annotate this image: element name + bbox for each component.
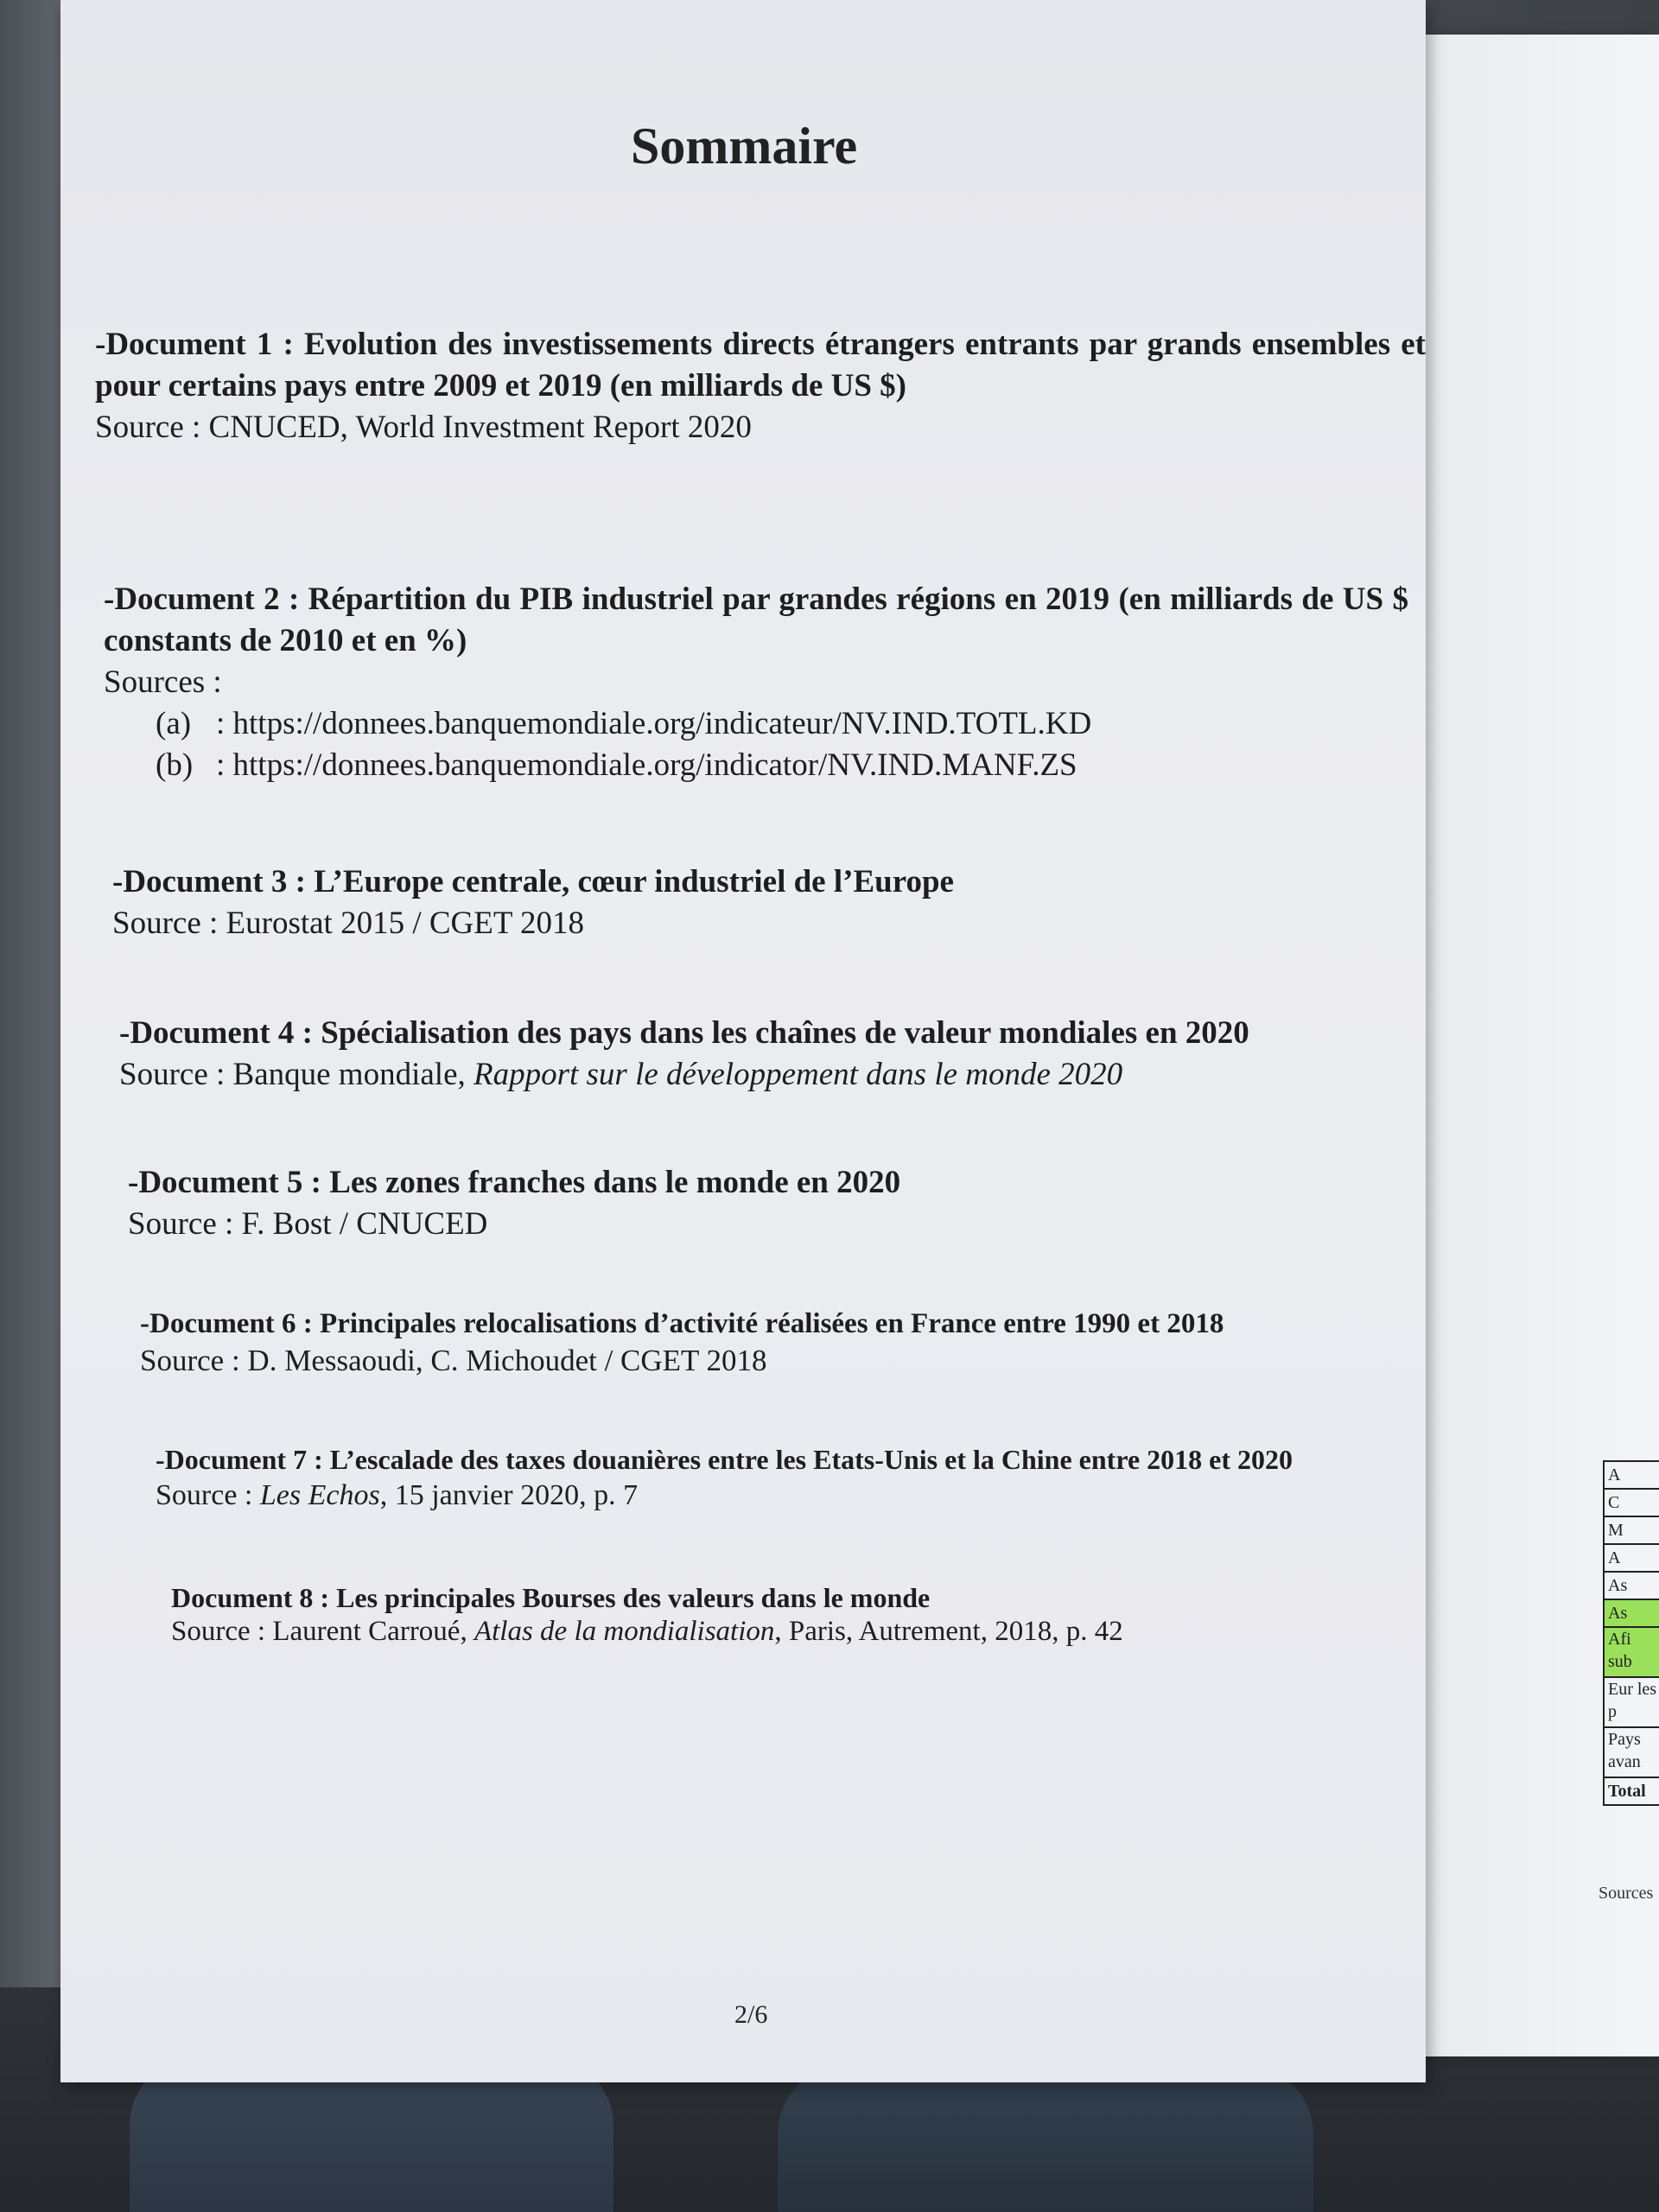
source-item: (a) : https://donnees.banquemondiale.org/indicateur/NV.IND.TOTL.KD bbox=[156, 706, 1092, 741]
side-table-row: As bbox=[1603, 1600, 1659, 1628]
document-heading: -Document 7 : L’escalade des taxes douanières entre les Etats-Unis et la Chine entre 2018 et 2020 bbox=[156, 1444, 1294, 1475]
side-table-row: A bbox=[1603, 1545, 1659, 1573]
document-heading: Document 8 : Les principales Bourses des valeurs dans le monde bbox=[171, 1582, 931, 1613]
page-title: Sommaire bbox=[631, 118, 858, 175]
document-heading: -Document 4 : Spécialisation des pays dans les chaînes de valeur mondiales en 2020 bbox=[119, 1015, 1249, 1051]
document-heading: -Document 6 : Principales relocalisations d’activité réalisées en France entre 1990 et 2018 bbox=[140, 1308, 1224, 1339]
side-table-row: As bbox=[1603, 1573, 1659, 1600]
side-table-row: M bbox=[1603, 1517, 1659, 1545]
page-number: 2/6 bbox=[734, 2000, 768, 2029]
document-entry-2 bbox=[104, 579, 1408, 786]
document-source: Source : CNUCED, World Investment Report 2020 bbox=[95, 410, 752, 445]
document-page bbox=[60, 0, 1426, 2082]
document-source: Sources : bbox=[104, 664, 222, 700]
document-entry-1 bbox=[95, 324, 1426, 448]
side-table-row: Afi sub bbox=[1603, 1628, 1659, 1678]
document-entry-7 bbox=[156, 1443, 1339, 1516]
document-entry-6 bbox=[140, 1306, 1350, 1381]
document-source: Source : Laurent Carroué, Atlas de la mondialisation, Paris, Autrement, 2018, p. 42 bbox=[171, 1616, 1123, 1647]
side-table-row: Pays avan bbox=[1603, 1728, 1659, 1778]
document-source: Source : Les Echos, 15 janvier 2020, p. 7 bbox=[156, 1479, 639, 1511]
document-source: Source : F. Bost / CNUCED bbox=[128, 1206, 488, 1242]
document-entry-5 bbox=[128, 1162, 1381, 1245]
side-table-row: C bbox=[1603, 1490, 1659, 1517]
document-entry-3 bbox=[112, 861, 1391, 944]
document-source: Source : Banque mondiale, Rapport sur le développement dans le monde 2020 bbox=[119, 1057, 1123, 1092]
document-source: Source : Eurostat 2015 / CGET 2018 bbox=[112, 906, 585, 941]
background-leg-right bbox=[778, 2065, 1313, 2212]
side-sheet-source: Sources bbox=[1599, 1884, 1654, 1903]
side-sheet-table bbox=[1603, 1460, 1659, 1806]
document-heading: -Document 1 : Evolution des investissements directs étrangers entrants par grands ensembles et pour certains pays entre 2009 et 2019 (en milliards de US $) bbox=[95, 327, 1426, 404]
side-table-row: Eur les p bbox=[1603, 1678, 1659, 1728]
side-table-row: Total bbox=[1603, 1778, 1659, 1806]
document-source: Source : D. Messaoudi, C. Michoudet / CGET 2018 bbox=[140, 1344, 767, 1377]
document-entry-8 bbox=[171, 1581, 1338, 1649]
document-heading: -Document 5 : Les zones franches dans le monde en 2020 bbox=[128, 1165, 901, 1200]
side-table-row: A bbox=[1603, 1462, 1659, 1490]
document-heading: -Document 3 : L’Europe centrale, cœur industriel de l’Europe bbox=[112, 864, 954, 899]
document-entry-4 bbox=[119, 1013, 1389, 1096]
source-item: (b) : https://donnees.banquemondiale.org/indicator/NV.IND.MANF.ZS bbox=[156, 747, 1077, 783]
document-heading: -Document 2 : Répartition du PIB industriel par grandes régions en 2019 (en milliards de US $ constants de 2010 et en %) bbox=[104, 582, 1408, 658]
